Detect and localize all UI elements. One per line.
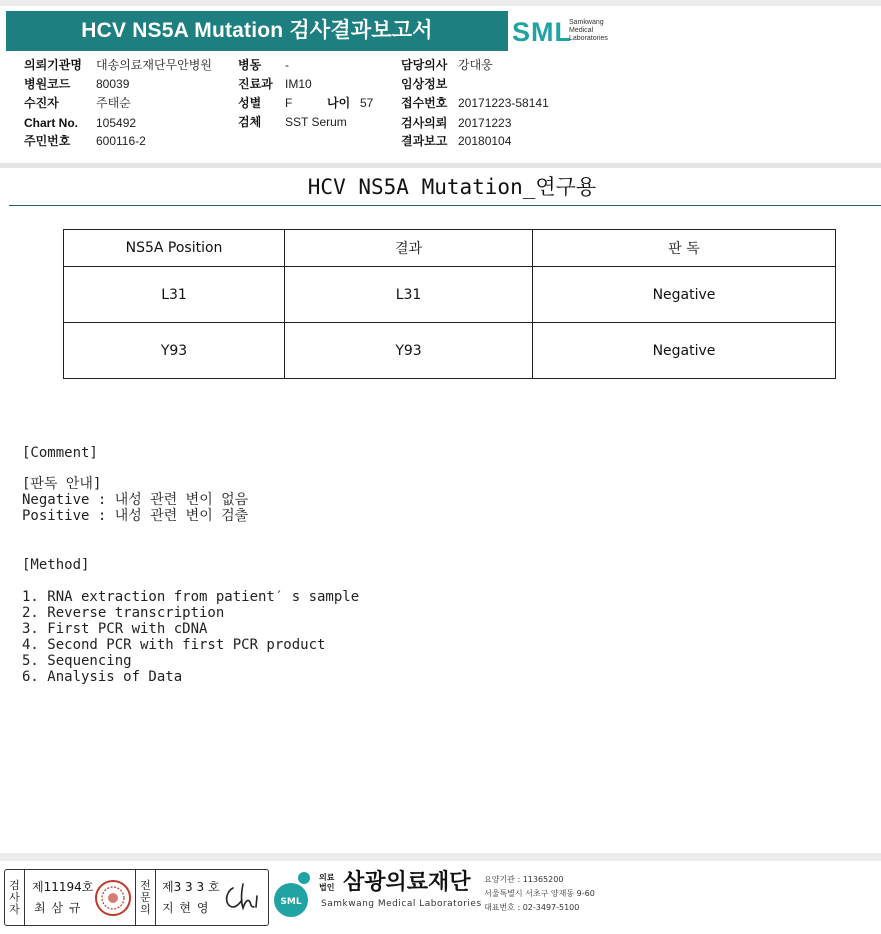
specialist-name: 지 현 영	[162, 901, 210, 915]
method-step: 2. Reverse transcription	[22, 605, 225, 621]
title-underline	[9, 205, 881, 206]
info-receipt-no: 접수번호 20171223-58141	[401, 96, 549, 110]
info-chart-no: Chart No. 105492	[24, 116, 137, 130]
org-name: 삼광의료재단	[343, 870, 471, 895]
method-heading: [Method]	[22, 557, 90, 573]
svg-text:SML: SML	[280, 897, 302, 907]
report-title: HCV NS5A Mutation 검사결과보고서	[6, 11, 508, 51]
results-table	[63, 229, 836, 379]
info-clinical: 임상정보	[401, 77, 448, 91]
inspector-seal	[94, 879, 132, 917]
method-step: 1. RNA extraction from patient′ s sample	[22, 589, 360, 605]
sml-logo-letters: SML	[512, 17, 572, 47]
method-step: 5. Sequencing	[22, 653, 132, 669]
method-step: 4. Second PCR with first PCR product	[22, 637, 326, 653]
table-cell-result: L31	[285, 267, 533, 323]
table-row	[64, 267, 836, 323]
inspector-name: 최 삼 규	[34, 901, 82, 915]
info-hospital-code: 병원코드 80039	[24, 77, 130, 91]
info-age: 나이 57	[327, 96, 374, 110]
method-step: 6. Analysis of Data	[22, 669, 183, 685]
guide-heading: [판독 안내]	[22, 476, 102, 492]
specialist-signature	[221, 880, 263, 914]
info-ward: 병동 -	[238, 58, 289, 72]
org-phone: 대표번호 : 02-3497-5100	[484, 903, 580, 912]
doc-title: HCV NS5A Mutation_연구용	[307, 175, 597, 199]
info-institution: 의뢰기관명 대송의료재단무안병원	[24, 58, 212, 72]
org-tag: 의료 법인	[319, 873, 335, 892]
samkwang-logo	[271, 870, 317, 918]
table-cell-position: Y93	[64, 323, 285, 379]
info-specimen: 검체 SST Serum	[238, 115, 347, 129]
table-cell-interpretation: Negative	[533, 267, 836, 323]
table-cell-position: L31	[64, 267, 285, 323]
guide-line-positive: Positive : 내성 관련 변이 검출	[22, 508, 249, 524]
info-sex: 성별 F	[238, 96, 293, 110]
org-english-name: Samkwang Medical Laboratories	[321, 899, 482, 909]
table-cell-interpretation: Negative	[533, 323, 836, 379]
info-examinee: 수진자 주태순	[24, 96, 131, 110]
inspector-number: 제11194호	[32, 880, 94, 894]
org-code: 요양기관 : 11365200	[484, 875, 564, 884]
table-header-result: 결과	[285, 230, 533, 267]
table-header-interpretation: 판 독	[533, 230, 836, 267]
info-doctor: 담당의사 강대웅	[401, 58, 493, 72]
table-header-row	[64, 230, 836, 267]
footer-divider	[0, 853, 881, 861]
inspector-label: 검사자	[5, 870, 25, 925]
info-report-date: 결과보고 20180104	[401, 134, 512, 148]
signature-box	[4, 869, 269, 926]
method-step: 3. First PCR with cDNA	[22, 621, 208, 637]
sml-logo-subtitle: Samkwang Medical Laboratories	[569, 19, 608, 42]
guide-line-negative: Negative : 내성 관련 변이 없음	[22, 492, 249, 508]
info-id-no: 주민번호 600116-2	[24, 134, 146, 148]
info-request-date: 검사의뢰 20171223	[401, 116, 512, 130]
org-address: 서울특별시 서초구 양재동 9-60	[484, 889, 595, 898]
comment-heading: [Comment]	[22, 445, 98, 461]
table-header-position: NS5A Position	[64, 230, 285, 267]
specialist-number: 제3 3 3 호	[162, 880, 220, 894]
info-dept: 진료과 IM10	[238, 77, 312, 91]
header-divider	[0, 163, 881, 168]
table-cell-result: Y93	[285, 323, 533, 379]
specialist-label: 전문의	[135, 870, 156, 925]
table-row	[64, 323, 836, 379]
top-strip	[0, 0, 881, 6]
